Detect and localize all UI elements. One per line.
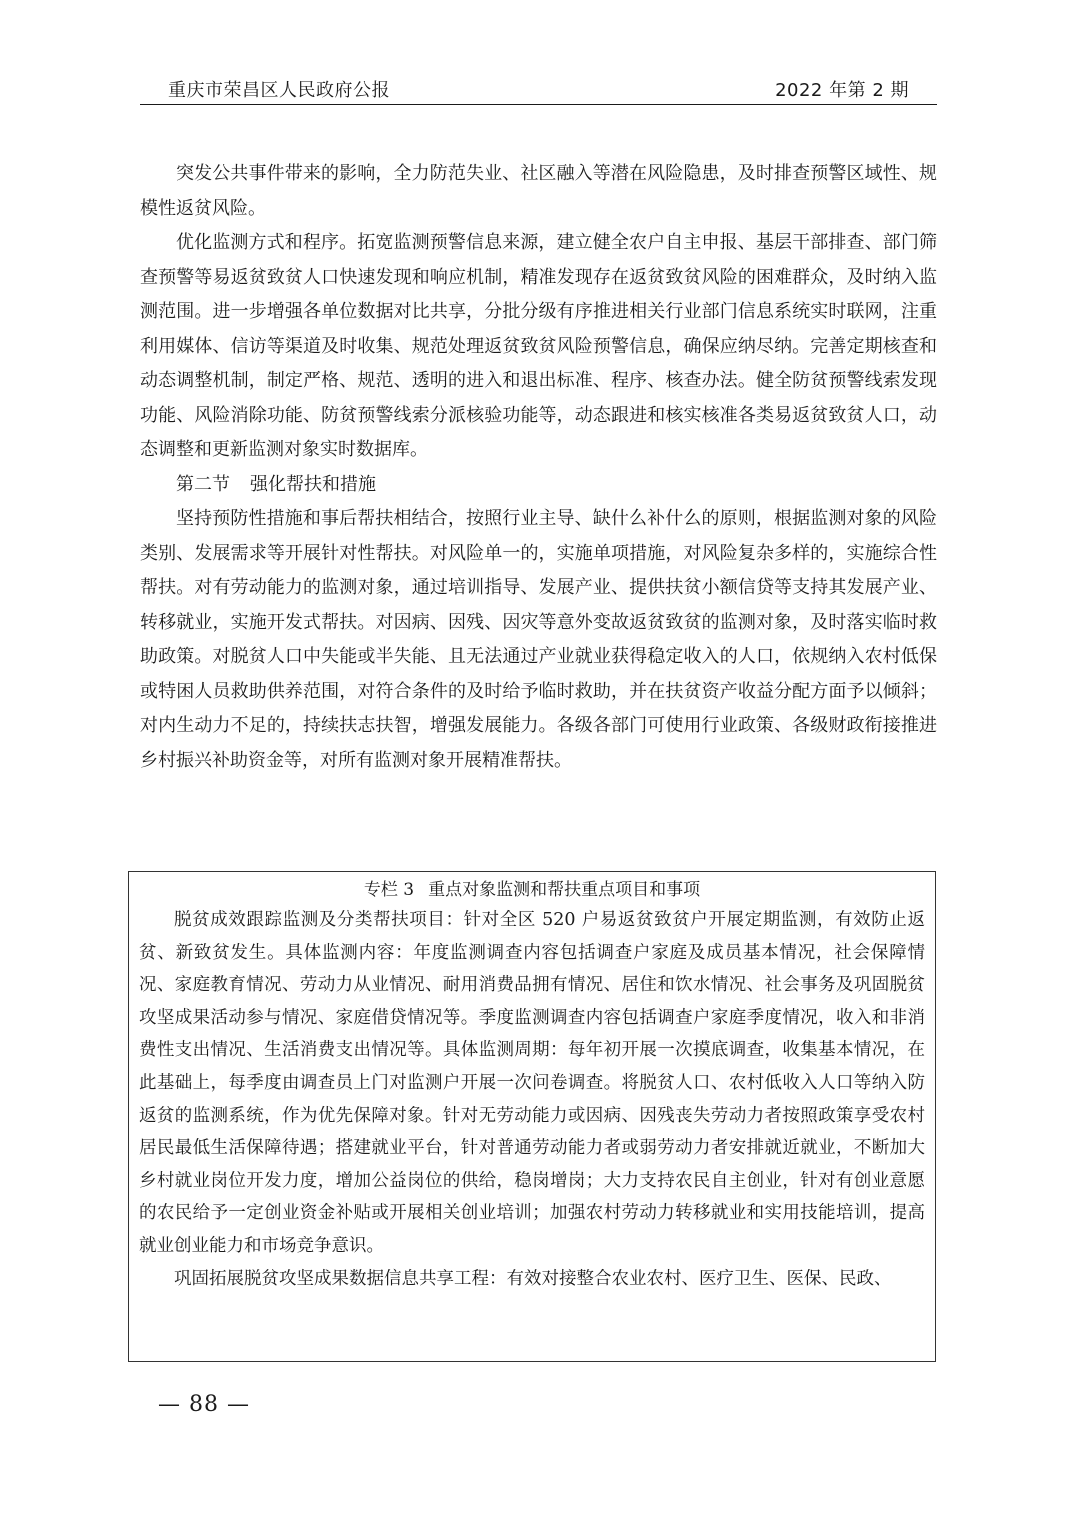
issue-number: 2022 年第 2 期 — [775, 80, 909, 101]
paragraph: 突发公共事件带来的影响，全力防范失业、社区融入等潜在风险隐患，及时排查预警区域性、规模性返贫风险。 — [140, 163, 937, 219]
section-number: 第二节 — [176, 473, 230, 495]
column-label: 专栏 3 — [363, 880, 415, 900]
column-heading: 重点对象监测和帮扶重点项目和事项 — [428, 880, 701, 900]
column-body — [129, 904, 935, 1295]
special-column-box — [128, 871, 936, 1362]
section-title: 强化帮扶和措施 — [250, 473, 376, 495]
column-title — [129, 876, 935, 904]
column-paragraph: 巩固拓展脱贫攻坚成果数据信息共享工程：有效对接整合农业农村、医疗卫生、医保、民政、 — [174, 1268, 892, 1289]
main-text — [140, 157, 937, 778]
publication-title: 重庆市荣昌区人民政府公报 — [168, 80, 390, 101]
running-header — [140, 74, 937, 105]
paragraph: 优化监测方式和程序。拓宽监测预警信息来源，建立健全农户自主申报、基层干部排查、部门筛查预警等易返贫致贫人口快速发现和响应机制，精准发现存在返贫致贫风险的困难群众，及时纳入监测范围。进一步增强各单位数据对比共享，分批分级有序推进相关行业部门信息系统实时联网，注重利用媒体、信访等渠道及时收集、规范处理返贫致贫风险预警信息，确保应纳尽纳。完善定期核查和动态调整机制，制定严格、规范、透明的进入和退出标准、程序、核查办法。健全防贫预警线索发现功能、风险消除功能、防贫预警线索分派核验功能等，动态跟进和核实核准各类易返贫致贫人口，动态调整和更新监测对象实时数据库。 — [140, 232, 937, 460]
paragraph: 坚持预防性措施和事后帮扶相结合，按照行业主导、缺什么补什么的原则，根据监测对象的风险类别、发展需求等开展针对性帮扶。对风险单一的，实施单项措施，对风险复杂多样的，实施综合性帮扶。对有劳动能力的监测对象，通过培训指导、发展产业、提供扶贫小额信贷等支持其发展产业、转移就业，实施开发式帮扶。对因病、因残、因灾等意外变故返贫致贫的监测对象，及时落实临时救助政策。对脱贫人口中失能或半失能、且无法通过产业就业获得稳定收入的人口，依规纳入农村低保或特困人员救助供养范围，对符合条件的及时给予临时救助，并在扶贫资产收益分配方面予以倾斜；对内生动力不足的，持续扶志扶智，增强发展能力。各级各部门可使用行业政策、各级财政衔接推进乡村振兴补助资金等，对所有监测对象开展精准帮扶。 — [140, 508, 937, 771]
column-paragraph: 脱贫成效跟踪监测及分类帮扶项目：针对全区 520 户易返贫致贫户开展定期监测，有效防止返贫、新致贫发生。具体监测内容：年度监测调查内容包括调查户家庭及成员基本情况，社会保障情况、家庭教育情况、劳动力从业情况、耐用消费品拥有情况、居住和饮水情况、社会事务及巩固脱贫攻坚成果活动参与情况、家庭借贷情况等。季度监测调查内容包括调查户家庭季度情况，收入和非消费性支出情况、生活消费支出情况等。具体监测周期：每年初开展一次摸底调查，收集基本情况，在此基础上，每季度由调查员上门对监测户开展一次问卷调查。将脱贫人口、农村低收入人口等纳入防返贫的监测系统，作为优先保障对象。针对无劳动能力或因病、因残丧失劳动力者按照政策享受农村居民最低生活保障待遇；搭建就业平台，针对普通劳动能力者或弱劳动力者安排就近就业，不断加大乡村就业岗位开发力度，增加公益岗位的供给，稳岗增岗；大力支持农民自主创业，针对有创业意愿的农民给予一定创业资金补贴或开展相关创业培训；加强农村劳动力转移就业和实用技能培训，提高就业创业能力和市场竞争意识。 — [139, 910, 925, 1256]
section-heading — [140, 468, 937, 503]
page-number: — 88 — — [158, 1392, 250, 1417]
